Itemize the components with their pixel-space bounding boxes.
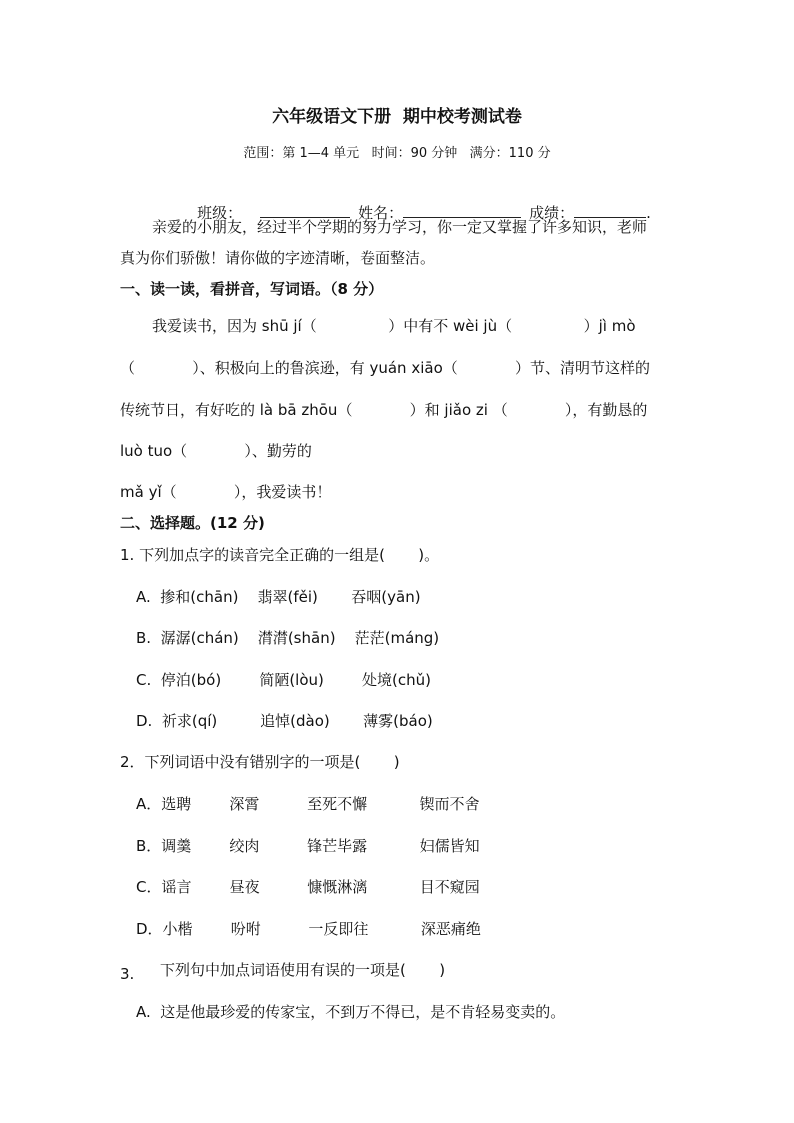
- question-stem: 下列句中加点词语使用有误的一项是( ): [160, 961, 446, 979]
- answer-option: A. 这是他最珍爱的传家宝，不到万不得已，是不肯轻易变卖的。: [136, 1003, 566, 1021]
- answer-option: C. 停泊(bó) 简陋(lòu) 处境(chǔ): [136, 671, 431, 689]
- section1-line: 传统节日，有好吃的 là bā zhōu（ ）和 jiǎo zi （ ），有勤恳的: [120, 401, 648, 419]
- section-heading: 一、读一读，看拼音，写词语。（8 分）: [120, 280, 384, 298]
- intro-line: 亲爱的小朋友，经过半个学期的努力学习，你一定又掌握了许多知识，老师: [152, 218, 648, 236]
- answer-option: C．谣言 昼夜 慷慨淋漓 目不窥园: [136, 878, 480, 896]
- answer-option: B. 潺潺(chán) 潸潸(shān) 茫茫(máng): [136, 629, 440, 647]
- name-blank[interactable]: [403, 202, 521, 218]
- section1-line: luò tuo（ ）、勤劳的: [120, 442, 312, 460]
- answer-option: A. 掺和(chān) 翡翠(fěi) 吞咽(yān): [136, 588, 421, 606]
- page-title: 六年级语文下册 期中校考测试卷: [272, 107, 522, 127]
- class-blank[interactable]: [260, 202, 350, 218]
- section1-line: （ ）、积极向上的鲁滨逊，有 yuán xiāo（ ）节、清明节这样的: [120, 359, 650, 377]
- section1-line: mǎ yǐ（ ），我爱读书！: [120, 483, 332, 501]
- name-label: 姓名：: [358, 204, 404, 222]
- question-stem: 2．下列词语中没有错别字的一项是( ): [120, 753, 400, 771]
- answer-option: D．小楷 吩咐 一反即往 深恶痛绝: [136, 920, 481, 938]
- score-label: 成绩：: [529, 204, 575, 222]
- answer-option: D. 祈求(qí) 追悼(dào) 薄雾(báo): [136, 712, 433, 730]
- answer-option: B．调羹 绞肉 锋芒毕露 妇儒皆知: [136, 837, 480, 855]
- section-heading: 二、选择题。(12 分): [120, 514, 265, 532]
- answer-option: A．选聘 深霄 至死不懈 锲而不舍: [136, 795, 480, 813]
- line-end: .: [646, 204, 651, 222]
- intro-line: 真为你们骄傲！请你做的字迹清晰，卷面整洁。: [120, 249, 436, 267]
- score-blank[interactable]: [574, 202, 646, 218]
- class-label: 班级：: [197, 204, 243, 222]
- question-number: 3.: [120, 965, 135, 983]
- question-stem: 1. 下列加点字的读音完全正确的一组是( )。: [120, 546, 440, 564]
- section1-line: 我爱读书，因为 shū jí（ ）中有不 wèi jù（ ）jì mò: [152, 317, 636, 335]
- exam-meta: 范围：第 1—4 单元 时间：90 分钟 满分：110 分: [243, 146, 551, 161]
